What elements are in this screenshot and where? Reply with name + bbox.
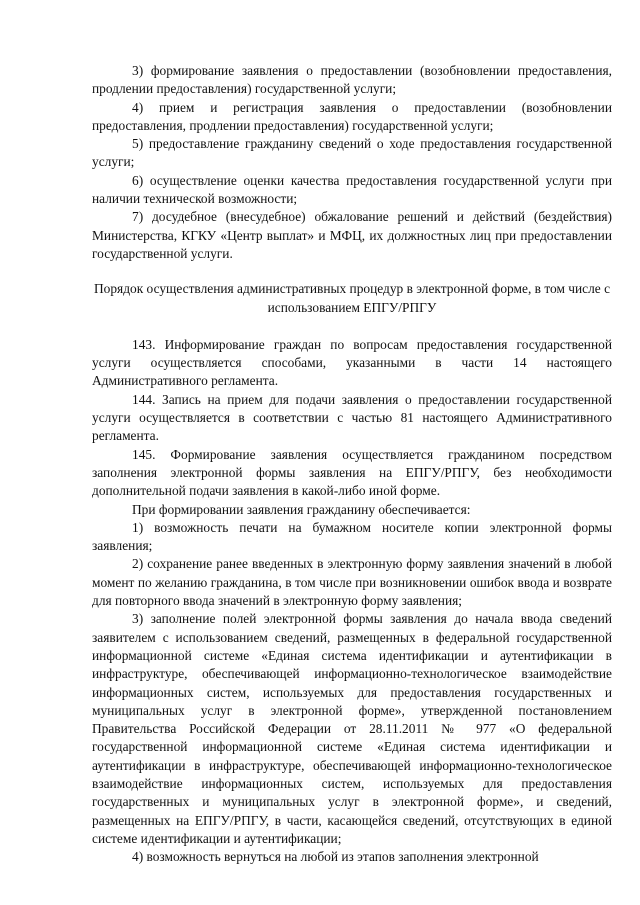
paragraph-143: 143. Информирование граждан по вопросам предоставления государственной услуги осуществляется способами, указанными в части 14 настоящего Административного регламента. [92, 336, 612, 389]
section-heading: Порядок осуществления административных процедур в электронной форме, в том числе с использованием ЕПГУ/РПГУ [93, 281, 611, 315]
paragraph-145: 145. Формирование заявления осуществляется гражданином посредством заполнения электронной формы заявления на ЕПГУ/РПГУ, без необходимости дополнительной подачи заявления в какой-либо иной форме. [92, 446, 612, 499]
intro-item-7: 7) досудебное (внесудебное) обжалование решений и действий (бездействия) Министерства, КГКУ «Центр выплат» и МФЦ, их должностных лиц при предоставлении государственной услуги. [92, 209, 612, 261]
document-page [92, 62, 612, 866]
paragraph-144: 144. Запись на прием для подачи заявления о предоставлении государственной услуги осуществляется в соответствии с частью 81 настоящего Административного регламента. [92, 391, 612, 444]
provision-item-2: 2) сохранение ранее введенных в электронную форму заявления значений в любой момент по желанию гражданина, в том числе при возникновении ошибок ввода и возврате для повторного ввода значений в электронную форму заявления; [92, 556, 612, 609]
provision-item-4: 4) возможность вернуться на любой из этапов заполнения электронной [132, 849, 539, 865]
provision-item-3: 3) заполнение полей электронной формы заявления до начала ввода сведений заявителем с использованием сведений, размещенных в федеральной государственной информационной системе «Единая система идентификации и аутентификации в инфраструктуре, обеспечивающей информационно-технологическое взаимодействие информационных систем, используемых для предоставления государственных и муниципальных услуг в электронной форме», утвержденной постановлением Правительства Российской Федерации от 28.11.2011 № 977 «О федеральной государственной информационной системе «Единая система идентификации и аутентификации в инфраструктуре, обеспечивающей информационно-технологическое взаимодействие информационных систем, используемых для предоставления государственных и муниципальных услуг в электронной форме», и сведений, размещенных на ЕПГУ/РПГУ, в части, касающейся сведений, отсутствующих в единой системе идентификации и аутентификации; [92, 611, 612, 846]
provision-item-1: 1) возможность печати на бумажном носителе копии электронной формы заявления; [92, 519, 612, 554]
intro-item-3: 3) формирование заявления о предоставлении (возобновлении предоставления, продлении предоставления) государственной услуги; [92, 63, 612, 97]
intro-item-6: 6) осуществление оценки качества предоставления государственной услуги при наличии технической возможности; [92, 172, 612, 207]
intro-item-4: 4) прием и регистрация заявления о предоставлении (возобновлении предоставления, продлении предоставления) государственной услуги; [92, 99, 612, 133]
paragraph-provisions-intro: При формировании заявления гражданину обеспечивается: [132, 501, 471, 517]
intro-item-5: 5) предоставление гражданину сведений о ходе предоставления государственной услуги; [92, 136, 612, 170]
